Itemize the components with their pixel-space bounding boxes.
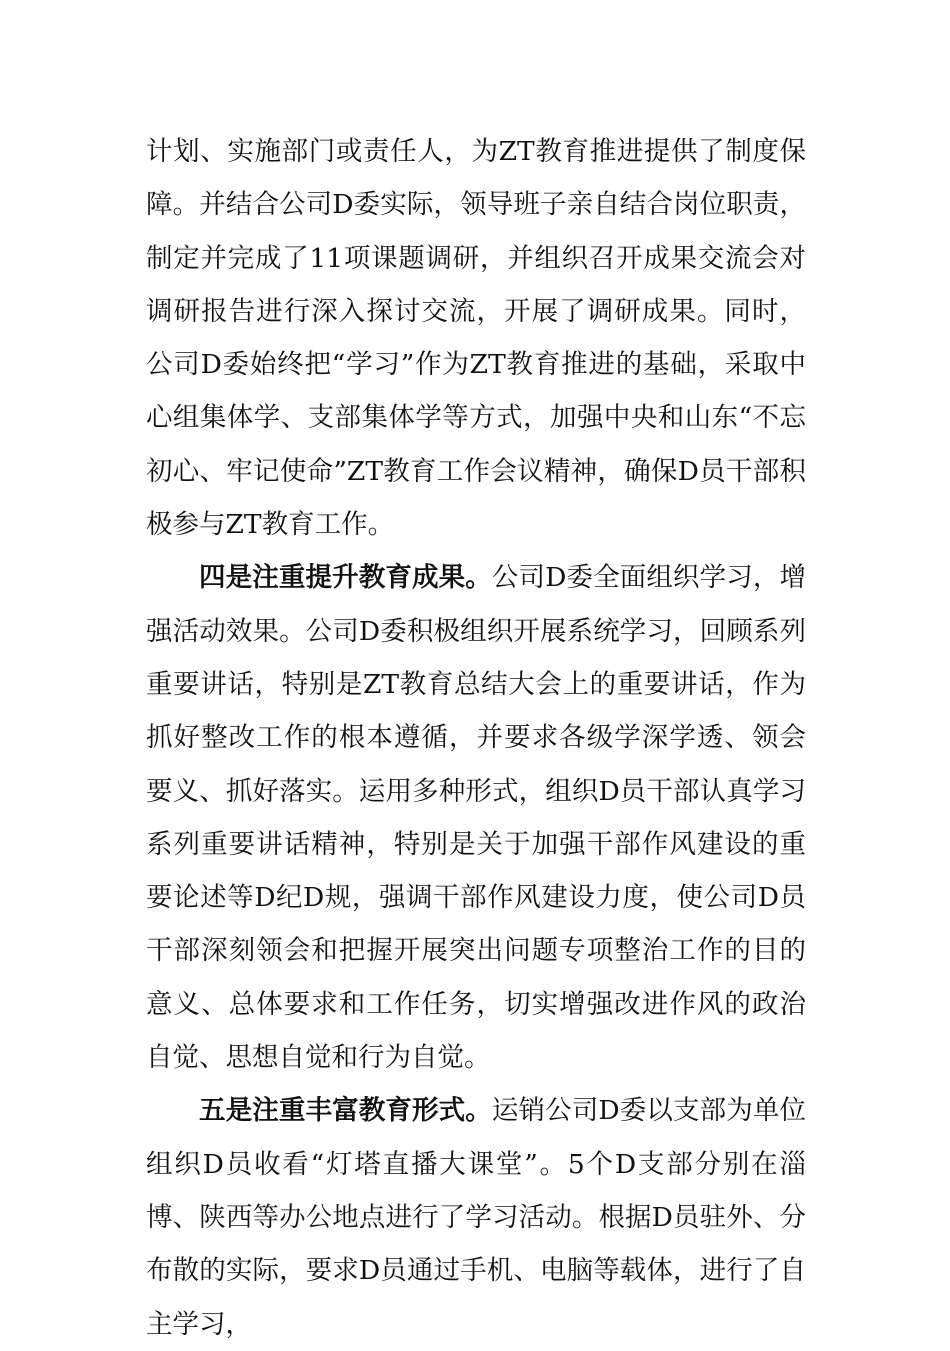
paragraph-2 — [146, 551, 806, 1084]
paragraph-2-lead: 四是注重提升教育成果。 — [199, 562, 492, 594]
paragraph-2-text: 公司D委全面组织学习，增强活动效果。公司D委积极组织开展系统学习，回顾系列重要讲话，特别是ZT教育总结大会上的重要讲话，作为抓好整改工作的根本遵循，并要求各级学深学透、领会要义、抓好落实。运用多种形式，组织D员干部认真学习系列重要讲话精神，特别是关于加强干部作风建设的重要论述等D纪D规，强调干部作风建设力度，使公司D员干部深刻领会和把握开展突出问题专项整治工作的目的意义、总体要求和工作任务，切实增强改进作风的政治自觉、思想自觉和行为自觉。 — [146, 562, 806, 1074]
paragraph-1 — [146, 125, 806, 551]
document-page — [146, 125, 806, 1351]
paragraph-3-text: 运销公司D委以支部为单位组织D员收看“灯塔直播大课堂”。5个D支部分别在淄博、陕西等办公地点进行了学习活动。根据D员驻外、分布散的实际，要求D员通过手机、电脑等载体，进行了自主学习， — [146, 1095, 806, 1340]
paragraph-3-lead: 五是注重丰富教育形式。 — [199, 1095, 492, 1127]
paragraph-3 — [146, 1084, 806, 1350]
paragraph-1-text: 计划、实施部门或责任人，为ZT教育推进提供了制度保障。并结合公司D委实际，领导班子亲自结合岗位职责，制定并完成了11项课题调研，并组织召开成果交流会对调研报告进行深入探讨交流，开展了调研成果。同时，公司D委始终把“学习”作为ZT教育推进的基础，采取中心组集体学、支部集体学等方式，加强中央和山东“不忘初心、牢记使命”ZT教育工作会议精神，确保D员干部积极参与ZT教育工作。 — [146, 136, 806, 541]
